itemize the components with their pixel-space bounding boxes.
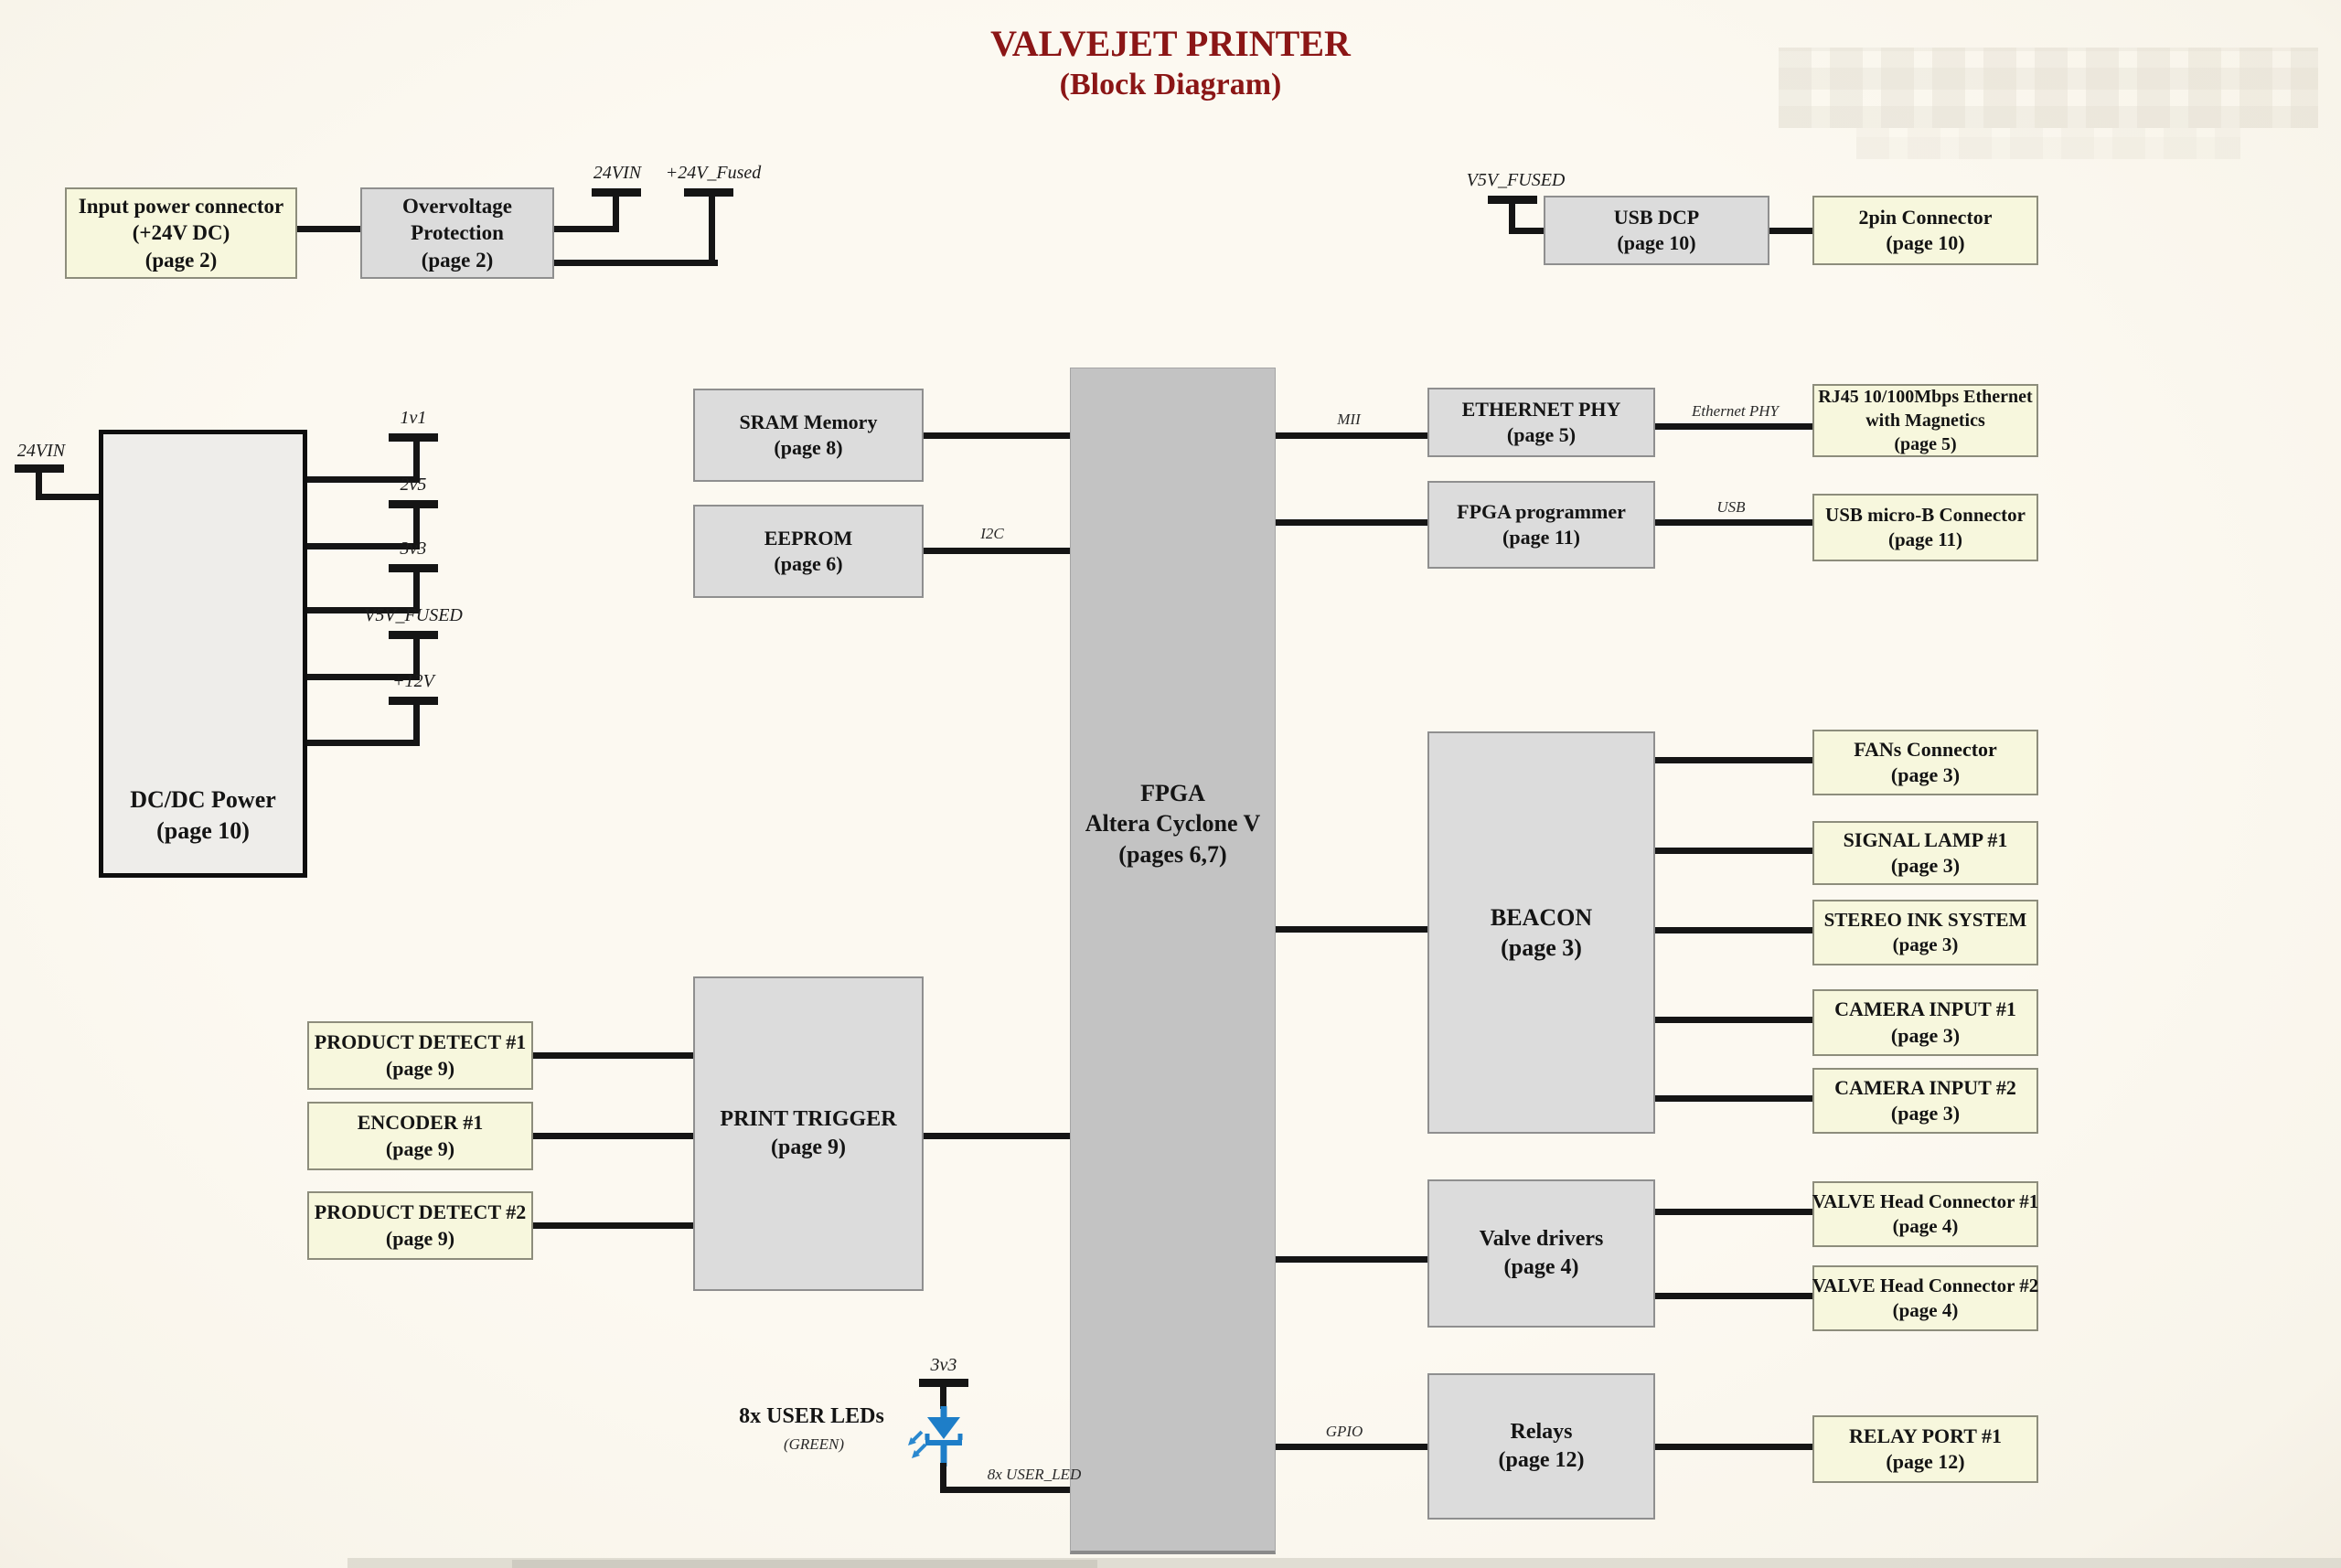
- net-label-led-3v3: 3v3: [930, 1355, 957, 1375]
- wire: [1655, 927, 1812, 933]
- wire: [1509, 228, 1544, 234]
- led-symbol: [907, 1406, 980, 1467]
- block-encoder-1: ENCODER #1 (page 9): [307, 1102, 533, 1170]
- block-relay-port-1: RELAY PORT #1 (page 12): [1812, 1415, 2038, 1483]
- net-label-24vin-dc-input: 24VIN: [16, 441, 66, 461]
- wire: [1655, 757, 1812, 763]
- block-fans-connector: FANs Connector (page 3): [1812, 730, 2038, 795]
- net-label-24vin: 24VIN: [593, 163, 642, 183]
- block-camera-input-1: CAMERA INPUT #1 (page 3): [1812, 989, 2038, 1056]
- block-usb-microb-connector: USB micro-B Connector (page 11): [1812, 494, 2038, 561]
- power-tap-bar: [389, 564, 438, 572]
- block-valve-head-connector-2: VALVE Head Connector #2 (page 4): [1812, 1265, 2038, 1331]
- wire: [1655, 1095, 1812, 1102]
- wire: [613, 197, 619, 232]
- bottom-edge-strip: [512, 1560, 1097, 1568]
- power-tap-bar: [389, 631, 438, 639]
- block-stereo-ink-system: STEREO INK SYSTEM (page 3): [1812, 900, 2038, 965]
- user-leds-color-caption: (GREEN): [783, 1435, 845, 1453]
- block-2pin-connector: 2pin Connector (page 10): [1812, 196, 2038, 265]
- block-beacon: BEACON (page 3): [1427, 731, 1655, 1134]
- bus-label-user-led: 8x USER_LED: [987, 1466, 1082, 1483]
- block-input-power-connector: Input power connector (+24V DC) (page 2): [65, 187, 297, 279]
- wire: [413, 705, 420, 746]
- block-product-detect-1: PRODUCT DETECT #1 (page 9): [307, 1021, 533, 1090]
- bus-label-usb: USB: [1716, 498, 1746, 516]
- wire: [1655, 848, 1812, 854]
- power-tap-bar: [592, 188, 641, 197]
- net-label-v5v-fused: V5V_FUSED: [1466, 170, 1566, 190]
- block-rj45-connector: RJ45 10/100Mbps Ethernet with Magnetics (page 5): [1812, 384, 2038, 457]
- power-tap-bar: [389, 500, 438, 508]
- power-tap-bar: [389, 433, 438, 442]
- bus-label-ethernet-phy: Ethernet PHY: [1692, 402, 1779, 420]
- page-subtitle: (Block Diagram): [1059, 68, 1282, 101]
- wire: [1276, 1256, 1427, 1263]
- wire: [1276, 432, 1427, 439]
- wire: [533, 1222, 693, 1229]
- power-tap-bar: [1488, 196, 1537, 204]
- power-tap-bar: [684, 188, 733, 197]
- wire: [297, 226, 360, 232]
- wire: [1655, 1293, 1812, 1299]
- wire: [1655, 1017, 1812, 1023]
- wire: [307, 740, 420, 746]
- wire: [1655, 519, 1812, 526]
- block-camera-input-2: CAMERA INPUT #2 (page 3): [1812, 1068, 2038, 1134]
- wire: [38, 494, 99, 500]
- block-product-detect-2: PRODUCT DETECT #2 (page 9): [307, 1191, 533, 1260]
- block-valve-head-connector-1: VALVE Head Connector #1 (page 4): [1812, 1181, 2038, 1247]
- block-fpga-programmer: FPGA programmer (page 11): [1427, 481, 1655, 569]
- bus-label-mii: MII: [1337, 411, 1361, 428]
- block-overvoltage-protection: Overvoltage Protection (page 2): [360, 187, 554, 279]
- power-tap-bar: [389, 697, 438, 705]
- block-valve-drivers: Valve drivers (page 4): [1427, 1179, 1655, 1328]
- wire: [1276, 519, 1427, 526]
- wire: [940, 1487, 1070, 1493]
- wire: [1276, 926, 1427, 933]
- wire: [1655, 423, 1812, 430]
- user-leds-caption: 8x USER LEDs: [739, 1404, 884, 1428]
- block-eeprom: EEPROM (page 6): [693, 505, 924, 598]
- bus-label-i2c: I2C: [980, 525, 1004, 542]
- power-tap-bar: [919, 1379, 968, 1387]
- watermark: [1856, 128, 2240, 159]
- bus-label-gpio: GPIO: [1325, 1423, 1363, 1440]
- block-fpga: FPGA Altera Cyclone V (pages 6,7): [1070, 368, 1276, 1554]
- power-tap-bar: [15, 464, 64, 473]
- wire: [1655, 1444, 1812, 1450]
- wire: [1276, 1444, 1427, 1450]
- net-label-24v-fused: +24V_Fused: [665, 163, 762, 183]
- wire: [709, 197, 715, 266]
- net-label-v5v-fused-pin: V5V_FUSED: [364, 605, 463, 625]
- net-label-3v3: 3v3: [400, 539, 427, 559]
- wire: [554, 226, 619, 232]
- block-usb-dcp: USB DCP (page 10): [1544, 196, 1769, 265]
- block-dcdc-power: DC/DC Power (page 10): [99, 430, 307, 878]
- wire: [924, 432, 1070, 439]
- watermark: [1779, 48, 2318, 128]
- wire: [924, 1133, 1070, 1139]
- wire: [554, 260, 718, 266]
- block-signal-lamp-1: SIGNAL LAMP #1 (page 3): [1812, 821, 2038, 885]
- block-sram-memory: SRAM Memory (page 8): [693, 389, 924, 482]
- block-print-trigger: PRINT TRIGGER (page 9): [693, 976, 924, 1291]
- net-label-2v5: 2v5: [400, 475, 427, 495]
- block-ethernet-phy: ETHERNET PHY (page 5): [1427, 388, 1655, 457]
- wire: [533, 1133, 693, 1139]
- page-title: VALVEJET PRINTER: [990, 23, 1351, 64]
- wire: [924, 548, 1070, 554]
- net-label-12v: +12V: [392, 671, 434, 691]
- block-relays: Relays (page 12): [1427, 1373, 1655, 1520]
- wire: [533, 1052, 693, 1059]
- wire: [1655, 1209, 1812, 1215]
- wire: [1769, 228, 1812, 234]
- net-label-1v1: 1v1: [400, 408, 427, 428]
